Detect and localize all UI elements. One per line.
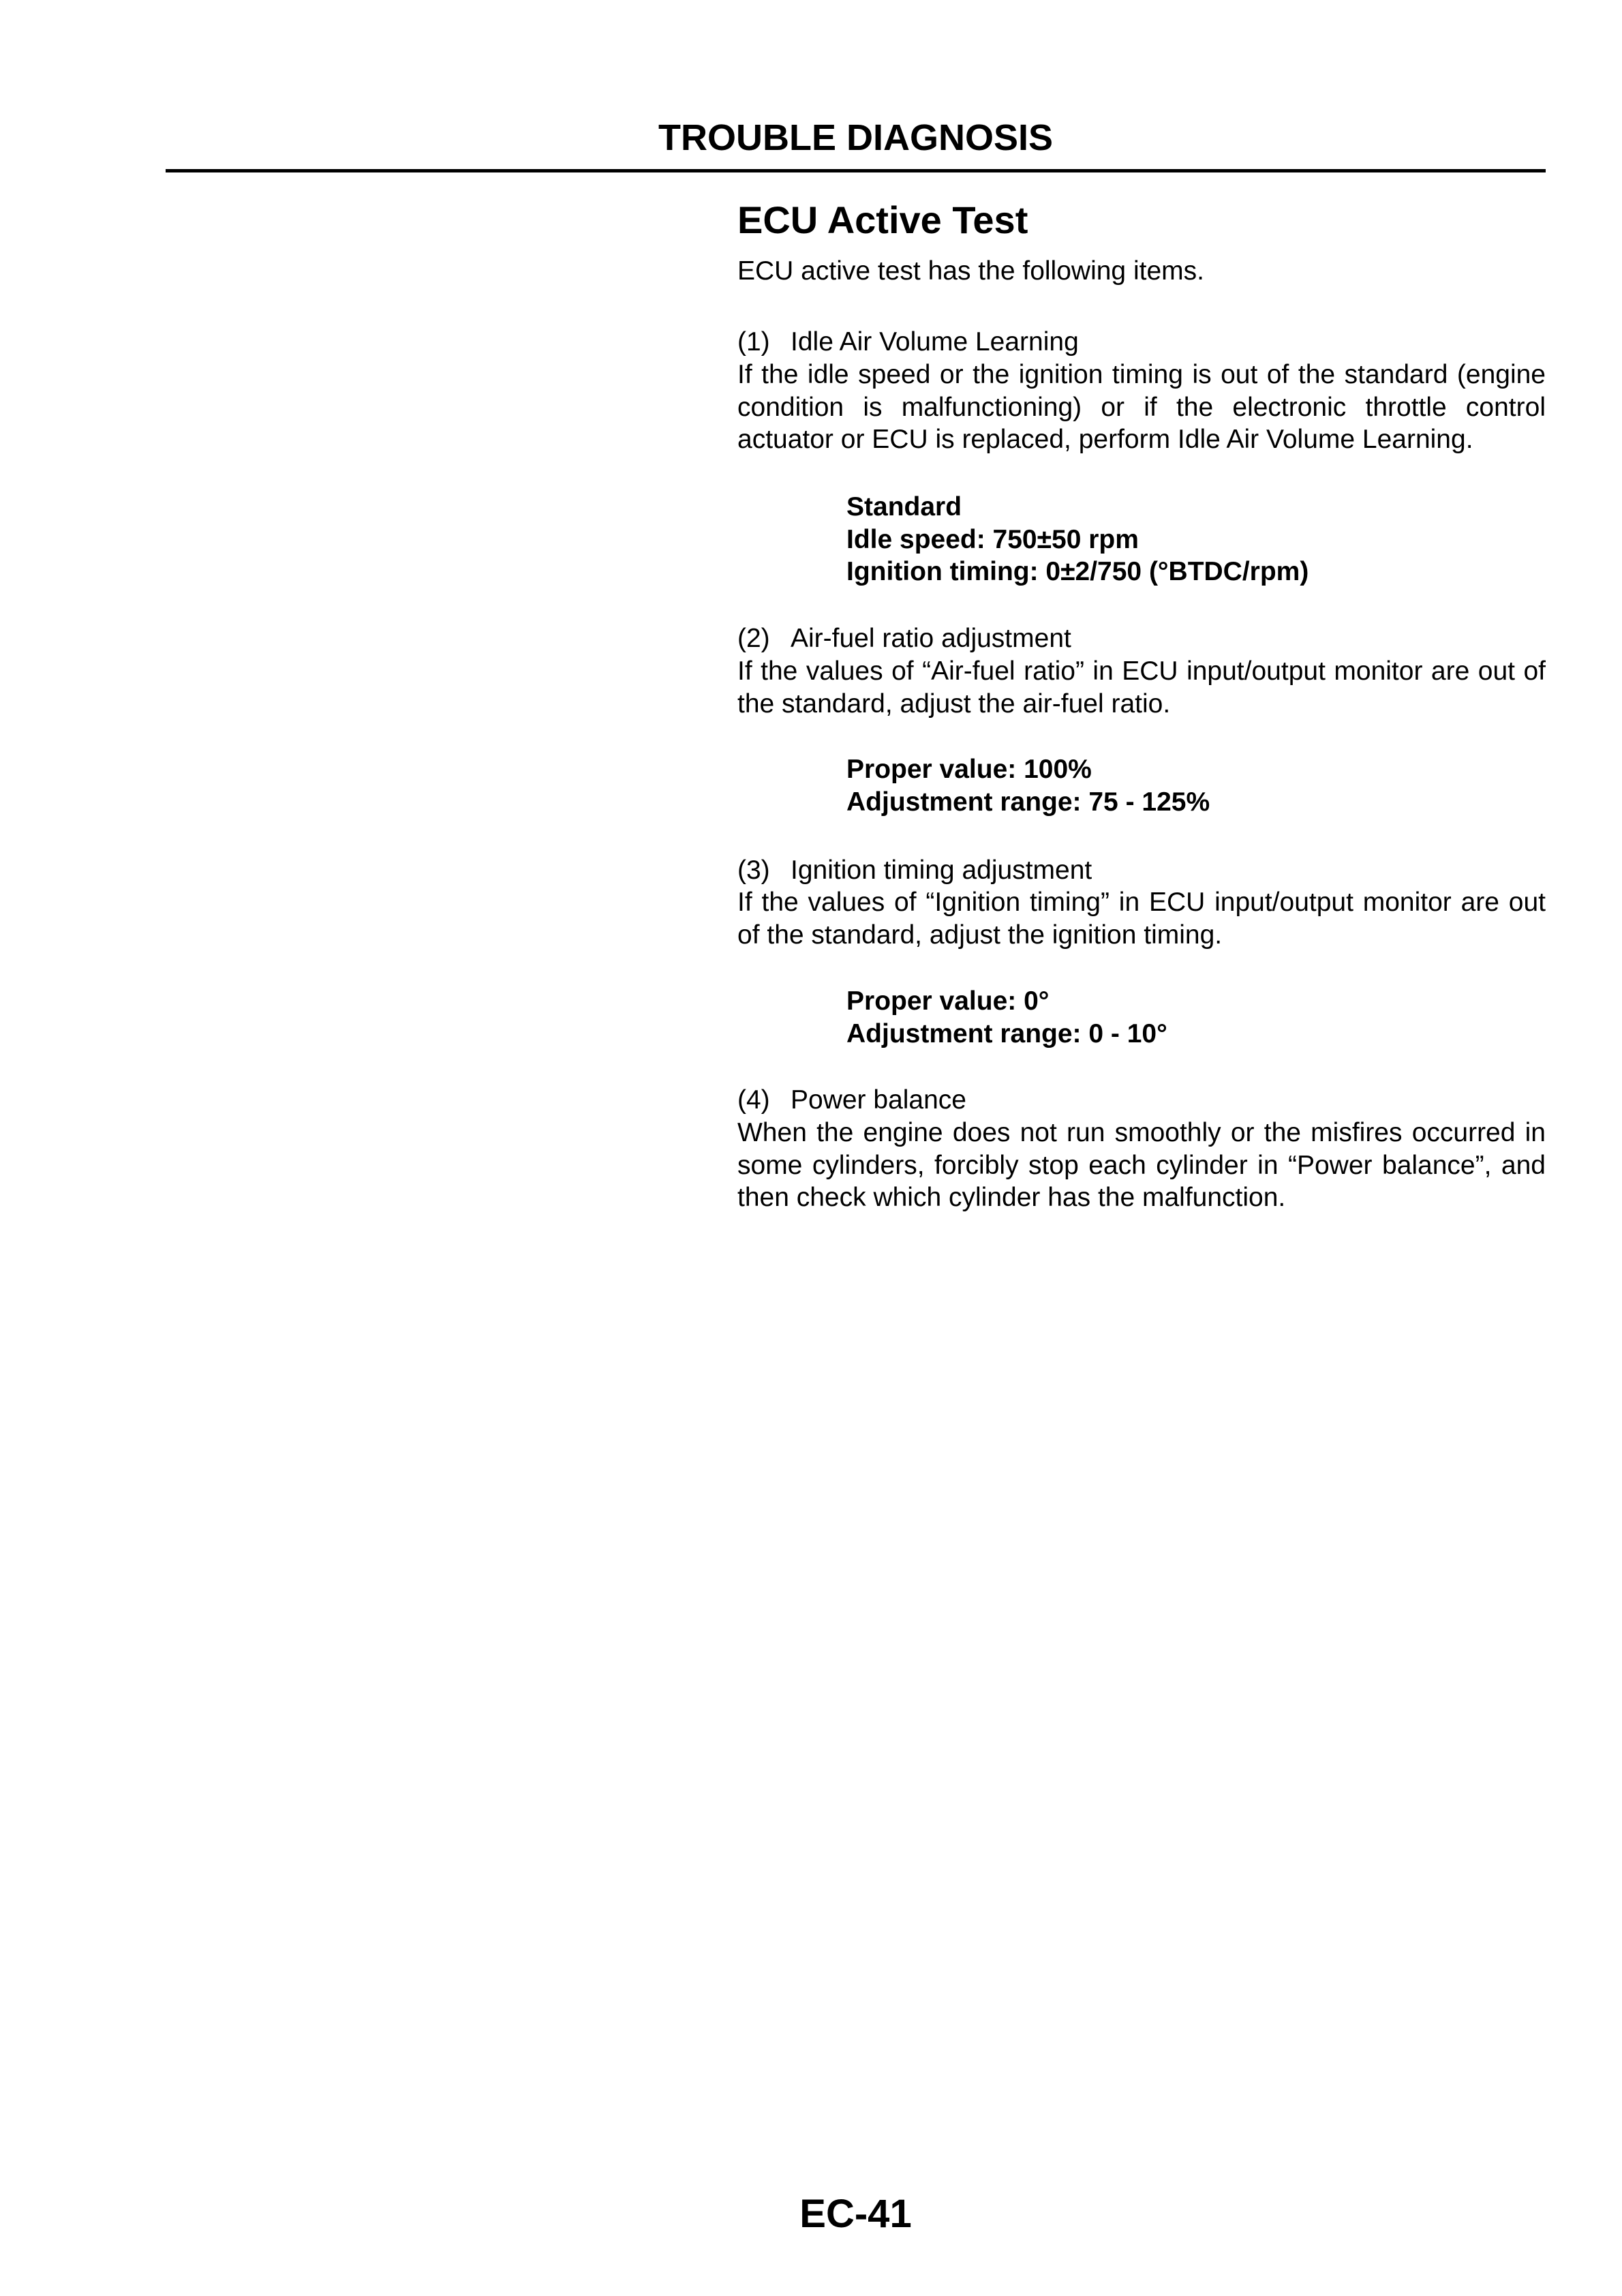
item-1-spec-idle-speed: Idle speed: 750±50 rpm: [846, 525, 1139, 554]
item-1-number: (1): [737, 327, 770, 357]
item-1-title: Idle Air Volume Learning: [791, 327, 1079, 357]
item-2-heading: [737, 622, 1071, 655]
item-3-body: If the values of “Ignition timing” in ECU input/output monitor are out of the standard, adjust the ignition timing.: [737, 888, 1546, 950]
item-2-title: Air-fuel ratio adjustment: [791, 624, 1071, 653]
page-header-title: TROUBLE DIAGNOSIS: [658, 117, 1054, 158]
item-1-spec-label: Standard: [846, 492, 962, 522]
item-4-body: When the engine does not run smoothly or the misfires occurred in some cylinders, forcibly stop each cylinder in “Power balance”, and then check which cylinder has the malfunction.: [737, 1118, 1546, 1213]
section-title: ECU Active Test: [737, 198, 1028, 241]
item-3-number: (3): [737, 856, 770, 885]
item-1-body: If the idle speed or the ignition timing is out of the standard (engine condition is malfunctioning) or if the electronic throttle control actuator or ECU is replaced, perform Idle Air Volume Learning.: [737, 360, 1546, 455]
item-4-title: Power balance: [791, 1085, 966, 1115]
item-2-spec-adjustment-range: Adjustment range: 75 - 125%: [846, 787, 1210, 817]
item-2-spec-proper-value: Proper value: 100%: [846, 755, 1092, 784]
item-4-number: (4): [737, 1085, 770, 1115]
item-2-body: If the values of “Air-fuel ratio” in ECU input/output monitor are out of the standard, adjust the air-fuel ratio.: [737, 656, 1546, 719]
item-3-title: Ignition timing adjustment: [791, 856, 1092, 885]
item-3-heading: [737, 854, 1092, 887]
page-number: EC-41: [799, 2192, 912, 2236]
header-rule: [166, 169, 1546, 172]
item-2-number: (2): [737, 624, 770, 653]
item-1-heading: [737, 326, 1079, 359]
item-3-spec-adjustment-range: Adjustment range: 0 - 10°: [846, 1019, 1167, 1048]
section-intro: ECU active test has the following items.: [737, 256, 1204, 286]
item-3-spec-proper-value: Proper value: 0°: [846, 986, 1050, 1016]
item-4-heading: [737, 1084, 966, 1117]
item-1-spec-ignition-timing: Ignition timing: 0±2/750 (°BTDC/rpm): [846, 557, 1309, 586]
